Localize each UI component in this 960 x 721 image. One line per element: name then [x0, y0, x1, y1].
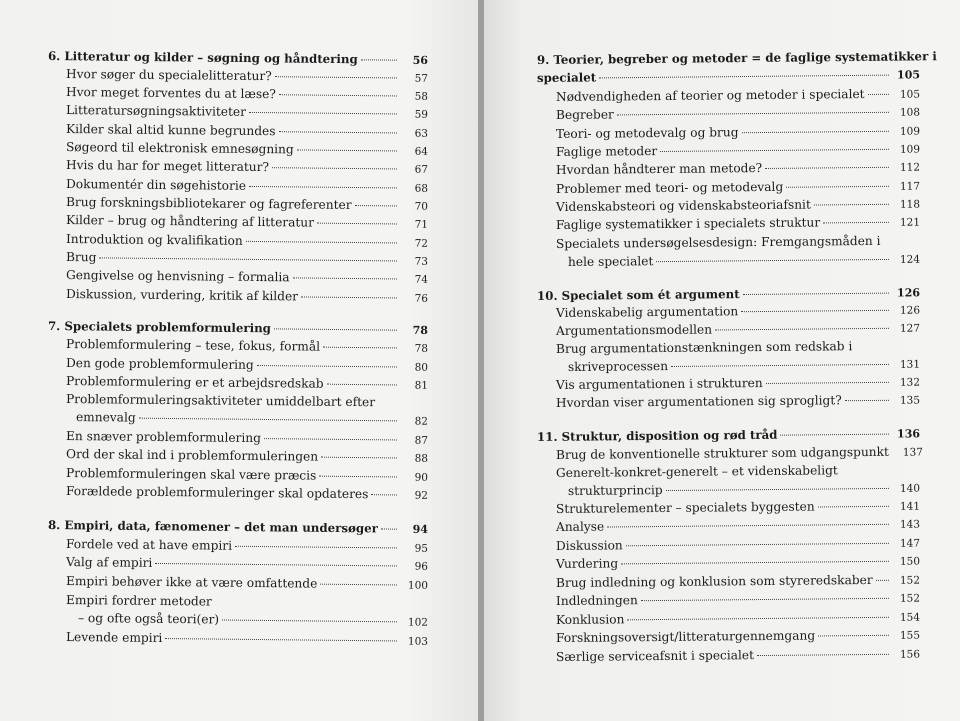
- toc-page-number: 76: [414, 292, 429, 305]
- toc-entry-title-line: Specialets undersøgelsesdesign: Fremgangsmåden i: [555, 233, 881, 251]
- toc-entry-title: Vurdering: [555, 556, 619, 571]
- dot-leader: [786, 185, 889, 188]
- toc-entry: [555, 444, 923, 464]
- dot-leader: [381, 527, 397, 529]
- dot-leader: [279, 130, 397, 133]
- dot-leader: [165, 637, 397, 641]
- dot-leader: [757, 653, 889, 656]
- dot-leader: [222, 619, 397, 623]
- dot-leader: [780, 433, 889, 436]
- toc-entry: [556, 214, 920, 234]
- toc-entry: [556, 392, 920, 412]
- toc-entry-title: Empiri behøver ikke at være omfattende: [65, 574, 318, 591]
- toc-entry-title: Søgeord til elektronisk emnesøgning: [65, 140, 294, 157]
- toc-page-number: 124: [899, 253, 921, 266]
- dot-leader: [626, 542, 889, 547]
- toc-page-number: 126: [896, 286, 921, 300]
- toc-entry-title: Diskussion: [555, 538, 623, 553]
- toc-page-number: 108: [899, 106, 921, 119]
- dot-leader: [327, 383, 397, 386]
- toc-page-number: 135: [899, 394, 921, 407]
- toc-entry-title: Teori- og metodevalg og brug: [555, 125, 739, 141]
- toc-page-number: 126: [899, 304, 921, 317]
- toc-entry-title: Kilder skal altid kunne begrundes: [65, 122, 276, 139]
- toc-page-number: 156: [899, 648, 921, 661]
- toc-entry-title: Vis argumentationen i strukturen: [555, 376, 763, 392]
- toc-entry-title: Brug: [65, 250, 97, 265]
- dot-leader: [641, 597, 889, 601]
- dot-leader: [371, 493, 397, 495]
- toc-page-number: 59: [414, 108, 429, 121]
- dot-leader: [264, 437, 397, 440]
- toc-entry: [556, 302, 920, 322]
- dot-leader: [818, 634, 889, 637]
- toc-entry-title: Indledningen: [555, 593, 638, 608]
- toc-entry-title: Ord der skal ind i problemformuleringen: [65, 447, 319, 464]
- dot-leader: [660, 148, 889, 152]
- toc-page-number: 136: [896, 427, 921, 441]
- toc-entry-title: Forskningsoversigt/litteraturgennemgang: [555, 628, 816, 645]
- toc-entry-title: hele specialet: [567, 254, 654, 269]
- dot-leader: [814, 203, 889, 206]
- dot-leader: [301, 295, 397, 298]
- toc-entry-title: Brug indledning og konklusion som styreredskaber: [555, 572, 873, 590]
- dot-leader: [607, 523, 889, 528]
- dot-leader: [743, 292, 889, 295]
- toc-entry: [556, 178, 920, 198]
- toc-entry-title-line: Brug argumentationstænkningen som redskab i: [555, 339, 853, 356]
- dot-leader: [766, 381, 889, 384]
- dot-leader: [249, 185, 397, 189]
- toc-entry: [568, 251, 920, 271]
- dot-leader: [823, 221, 889, 224]
- toc-entry-title: Hvor søger du specialelitteratur?: [65, 67, 272, 84]
- toc-entry-title: Faglige metoder: [555, 144, 658, 159]
- toc-entry-title: 11. Struktur, disposition og rød tråd: [536, 427, 778, 444]
- toc-entry-title: strukturprincip: [567, 483, 663, 498]
- toc-page-number: 143: [899, 518, 921, 531]
- toc-page-number: 68: [414, 182, 429, 195]
- toc-page-number: 147: [899, 537, 921, 550]
- toc-entry-title: Argumentationsmodellen: [555, 322, 713, 338]
- toc-entry-title: Brug de konventionelle strukturer som udgangspunkt: [555, 444, 889, 462]
- dot-leader: [257, 364, 397, 367]
- toc-entry-title: 10. Specialet som ét argument: [536, 287, 740, 303]
- dot-leader: [621, 560, 889, 565]
- toc-entry-title: Videnskabelig argumentation: [555, 304, 739, 320]
- toc-entry-title: Brug forskningsbibliotekarer og fagreferenter: [65, 195, 352, 212]
- dot-leader: [319, 475, 397, 478]
- toc-entry-title: skriveprocessen: [567, 359, 669, 374]
- toc-page-number: 152: [899, 574, 921, 587]
- toc-page-number: 64: [414, 145, 429, 158]
- toc-entry-title-line: Empiri fordrer metoder: [65, 593, 212, 609]
- toc-entry: [556, 572, 920, 592]
- toc-page-number: 70: [414, 200, 429, 213]
- toc-entry-title: Introduktion og kvalifikation: [65, 232, 243, 248]
- toc-entry: [556, 141, 920, 161]
- dot-leader: [845, 399, 889, 401]
- toc-page-number: 105: [899, 88, 921, 101]
- dot-leader: [599, 74, 889, 79]
- toc-page-number: 118: [899, 198, 921, 211]
- toc-page-number: 78: [414, 342, 429, 355]
- toc-page-number: 87: [414, 434, 429, 447]
- toc-entry-title: Analyse: [555, 519, 605, 534]
- toc-page-number: 82: [414, 415, 429, 428]
- toc-entry-title: 6. Litteratur og kilder – søgning og håndtering: [47, 49, 358, 67]
- dot-leader: [868, 93, 889, 95]
- toc-entry-title-line: Problemformuleringsaktiviteter umiddelbart efter: [65, 392, 376, 410]
- toc-entry: [556, 553, 920, 573]
- toc-entry-title: 8. Empiri, data, fænomener – det man undersøger: [47, 518, 378, 536]
- toc-entry-title: Strukturelementer – specialets byggesten: [555, 499, 815, 516]
- toc-entry-title: 7. Specialets problemformulering: [47, 319, 272, 336]
- toc-entry-title: Problemer med teori- og metodevalg: [555, 179, 784, 196]
- toc-entry-title: Dokumentér din søgehistorie: [65, 177, 247, 193]
- toc-page-number: 150: [899, 555, 921, 568]
- toc-page-number: 90: [414, 471, 429, 484]
- toc-entry: [556, 374, 920, 394]
- toc-page-number: 117: [899, 180, 921, 193]
- dot-leader: [666, 487, 889, 491]
- toc-page-number: 152: [899, 592, 921, 605]
- toc-page-number: 154: [899, 611, 921, 624]
- toc-entry-title: Særlige serviceafsnit i specialet: [555, 648, 755, 664]
- dot-leader: [320, 583, 397, 586]
- toc-entry: [556, 86, 920, 106]
- dot-leader: [317, 222, 397, 225]
- toc-entry-title: Problemformulering er et arbejdsredskab: [65, 374, 324, 391]
- toc-entry-title: Hvis du har for meget litteratur?: [65, 158, 270, 175]
- toc-page-number: 80: [414, 361, 429, 374]
- dot-leader: [818, 505, 889, 508]
- toc-page-number: 72: [414, 237, 429, 250]
- toc-entry-title: – og ofte også teori(er): [77, 611, 220, 627]
- toc-entry-title: Hvordan viser argumentationen sig sprogligt?: [555, 393, 842, 410]
- toc-entry: [568, 480, 920, 500]
- toc-entry-title: Litteratursøgningsaktiviteter: [65, 103, 247, 119]
- toc-entry: [556, 123, 920, 143]
- toc-entry: [556, 104, 920, 124]
- toc-page-number: 71: [414, 218, 429, 231]
- toc-entry-title: emnevalg: [75, 410, 136, 425]
- dot-leader: [155, 562, 397, 567]
- dot-leader: [275, 75, 397, 78]
- toc-page-number: 127: [899, 322, 921, 335]
- toc-entry: [556, 196, 920, 216]
- toc-page-number: 63: [414, 127, 429, 140]
- dot-leader: [627, 616, 889, 621]
- toc-page-number: 74: [414, 273, 429, 286]
- toc-entry: [556, 646, 920, 666]
- toc-page-number: 81: [414, 379, 429, 392]
- toc-entry-title: Diskussion, vurdering, kritik af kilder: [65, 287, 299, 304]
- toc-entry-title: Hvordan håndterer man metode?: [555, 161, 763, 177]
- toc-chapter-title-line: 9. Teorier, begreber og metoder = de faglige systematikker i: [536, 49, 937, 67]
- dot-leader: [321, 456, 397, 459]
- toc-page-number: 132: [899, 376, 921, 389]
- toc-page-number: 141: [899, 500, 921, 513]
- toc-entry-title: Den gode problemformulering: [65, 356, 254, 372]
- toc-entry-title: Fordele ved at have empiri: [65, 537, 233, 553]
- dot-leader: [361, 58, 397, 60]
- toc-entry-title: Nødvendigheden af teorier og metoder i specialet: [555, 87, 865, 104]
- toc-entry-title-line: Generelt-konkret-generelt – et videnskabeligt: [555, 463, 838, 480]
- toc-page-number: 109: [899, 125, 921, 138]
- toc-entry: [556, 627, 920, 647]
- toc-page-number: 78: [412, 323, 429, 337]
- dot-leader: [274, 327, 397, 330]
- toc-page-number: 105: [896, 68, 921, 82]
- dot-leader: [741, 130, 889, 133]
- dot-leader: [279, 93, 397, 96]
- toc-entry: [556, 498, 920, 518]
- toc-entry-title: Forældede problemformuleringer skal opdateres: [65, 484, 369, 502]
- toc-entry-title: Begreber: [555, 107, 614, 122]
- toc-entry-title: Konklusion: [555, 612, 625, 627]
- toc-entry-title: Hvor meget forventes du at læse?: [65, 85, 276, 102]
- toc-page-number: 95: [414, 542, 429, 555]
- dot-leader: [139, 417, 397, 422]
- dot-leader: [617, 111, 889, 116]
- toc-page-number: 100: [407, 579, 429, 592]
- toc-entry-title: Problemformuleringen skal være præcis: [65, 466, 317, 483]
- toc-page-number: 73: [414, 255, 429, 268]
- toc-page-number: 155: [899, 629, 921, 642]
- toc-entry-title: En snæver problemformulering: [65, 429, 262, 446]
- toc-entry-title: Valg af empiri: [65, 555, 153, 570]
- dot-leader: [671, 363, 889, 367]
- toc-entry-title: Gengivelse og henvisning – formalia: [65, 268, 290, 285]
- toc-entry: [556, 535, 920, 555]
- dot-leader: [235, 545, 397, 549]
- dot-leader: [297, 148, 397, 151]
- toc-page-number: 94: [412, 522, 429, 536]
- toc-page-number: 121: [899, 216, 921, 229]
- toc-page-number: 57: [414, 72, 429, 85]
- dot-leader: [656, 258, 889, 262]
- toc-page-number: 56: [412, 53, 429, 67]
- toc-entry: [556, 320, 920, 340]
- toc-entry-title: Problemformulering – tese, fokus, formål: [65, 337, 321, 354]
- toc-page-number: 96: [414, 560, 429, 573]
- toc-entry: [556, 590, 920, 610]
- toc-page-number: 109: [899, 143, 921, 156]
- toc-entry-title: Faglige systematikker i specialets struktur: [555, 215, 821, 232]
- dot-leader: [355, 204, 397, 206]
- toc-entry-title: specialet: [536, 70, 597, 85]
- toc-page-number: 137: [902, 446, 923, 459]
- toc-page-number: 92: [414, 489, 429, 502]
- toc-entry: [556, 516, 920, 536]
- toc-page-number: 58: [414, 90, 429, 103]
- toc-entry-title: Kilder – brug og håndtering af litteratur: [65, 213, 315, 230]
- dot-leader: [293, 276, 397, 279]
- toc-entry: [556, 159, 920, 179]
- dot-leader: [765, 166, 889, 169]
- toc-page-number: 103: [407, 635, 429, 648]
- toc-entry: [568, 356, 920, 376]
- toc-page-number: 112: [899, 161, 921, 174]
- toc-entry: [556, 609, 920, 629]
- toc-page-number: 88: [414, 452, 429, 465]
- toc-page-number: 131: [899, 358, 921, 371]
- dot-leader: [715, 327, 889, 331]
- toc-entry-title: Levende empiri: [65, 630, 163, 646]
- toc-page-number: 102: [407, 616, 429, 629]
- toc-page-number: 67: [414, 163, 429, 176]
- toc-page-number: 140: [899, 482, 921, 495]
- dot-leader: [246, 240, 397, 244]
- dot-leader: [741, 309, 889, 312]
- dot-leader: [272, 166, 397, 169]
- dot-leader: [323, 346, 397, 349]
- dot-leader: [876, 579, 889, 581]
- dot-leader: [249, 111, 397, 115]
- dot-leader: [99, 256, 397, 261]
- toc-entry-title: Videnskabsteori og videnskabsteoriafsnit: [555, 197, 811, 214]
